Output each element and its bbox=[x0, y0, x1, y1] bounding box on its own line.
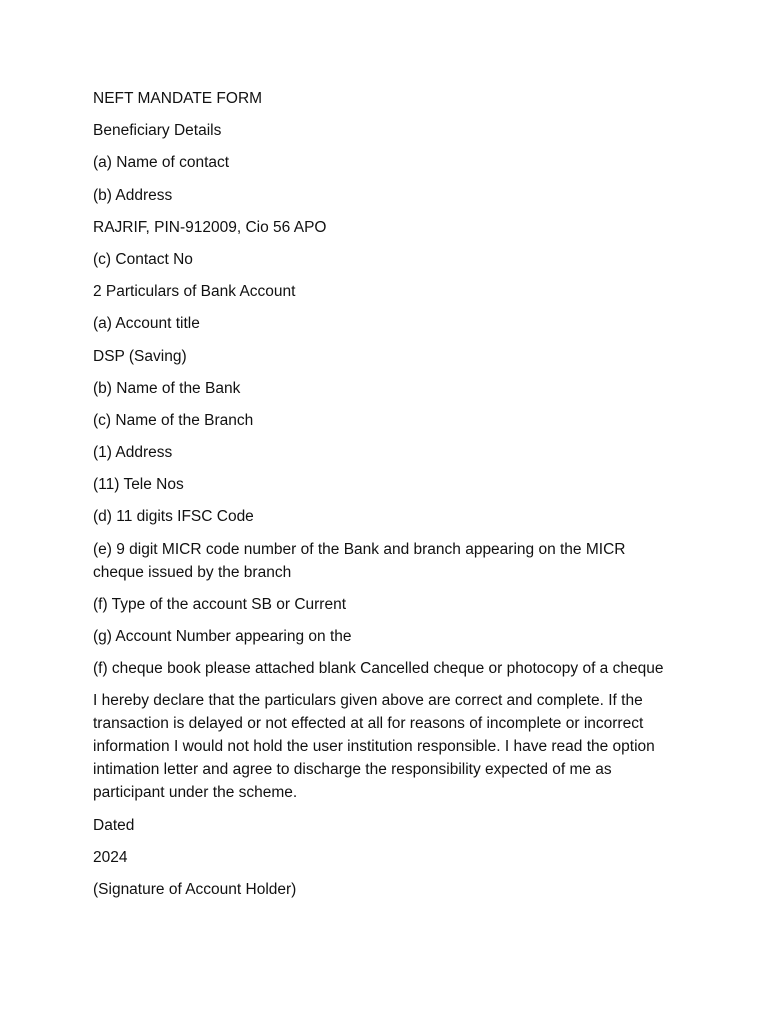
declaration-paragraph: I hereby declare that the particulars given above are correct and complete. If the transaction is delayed or not effected at all for reasons of incomplete or incorrect information I would not hold the user institution responsible. I have read the option intimation letter and agree to discharge the responsibility expected of me as participant under the scheme. bbox=[93, 692, 655, 802]
bank-account-heading: 2 Particulars of Bank Account bbox=[93, 283, 296, 301]
ifsc-line: (d) 11 digits IFSC Code bbox=[93, 508, 254, 526]
account-title-value: DSP (Saving) bbox=[93, 347, 187, 365]
bank-name-line: (b) Name of the Bank bbox=[93, 379, 241, 397]
account-type-line: (f) Type of the account SB or Current bbox=[93, 595, 347, 613]
cheque-book-line: (f) cheque book please attached blank Cancelled cheque or photocopy of a cheque bbox=[93, 660, 664, 678]
address-value: RAJRIF, PIN-912009, Cio 56 APO bbox=[93, 218, 327, 236]
branch-address-line: (1) Address bbox=[93, 444, 173, 462]
signature-line: (Signature of Account Holder) bbox=[93, 880, 297, 898]
account-title-label: (a) Account title bbox=[93, 315, 200, 333]
dated-label: Dated bbox=[93, 816, 135, 834]
beneficiary-heading: Beneficiary Details bbox=[93, 122, 222, 140]
address-label: (b) Address bbox=[93, 186, 173, 204]
form-title: NEFT MANDATE FORM bbox=[93, 90, 263, 107]
document-body bbox=[93, 87, 673, 910]
account-number-line: (g) Account Number appearing on the bbox=[93, 628, 352, 645]
name-of-contact-line: (a) Name of contact bbox=[93, 154, 230, 172]
micr-line: (e) 9 digit MICR code number of the Bank and branch appearing on the MICR cheque issued by the branch bbox=[93, 540, 626, 581]
year-line: 2024 bbox=[93, 848, 128, 866]
contact-no-line: (c) Contact No bbox=[93, 250, 193, 268]
branch-name-line: (c) Name of the Branch bbox=[93, 411, 254, 429]
tele-nos-line: (11) Tele Nos bbox=[93, 476, 184, 494]
